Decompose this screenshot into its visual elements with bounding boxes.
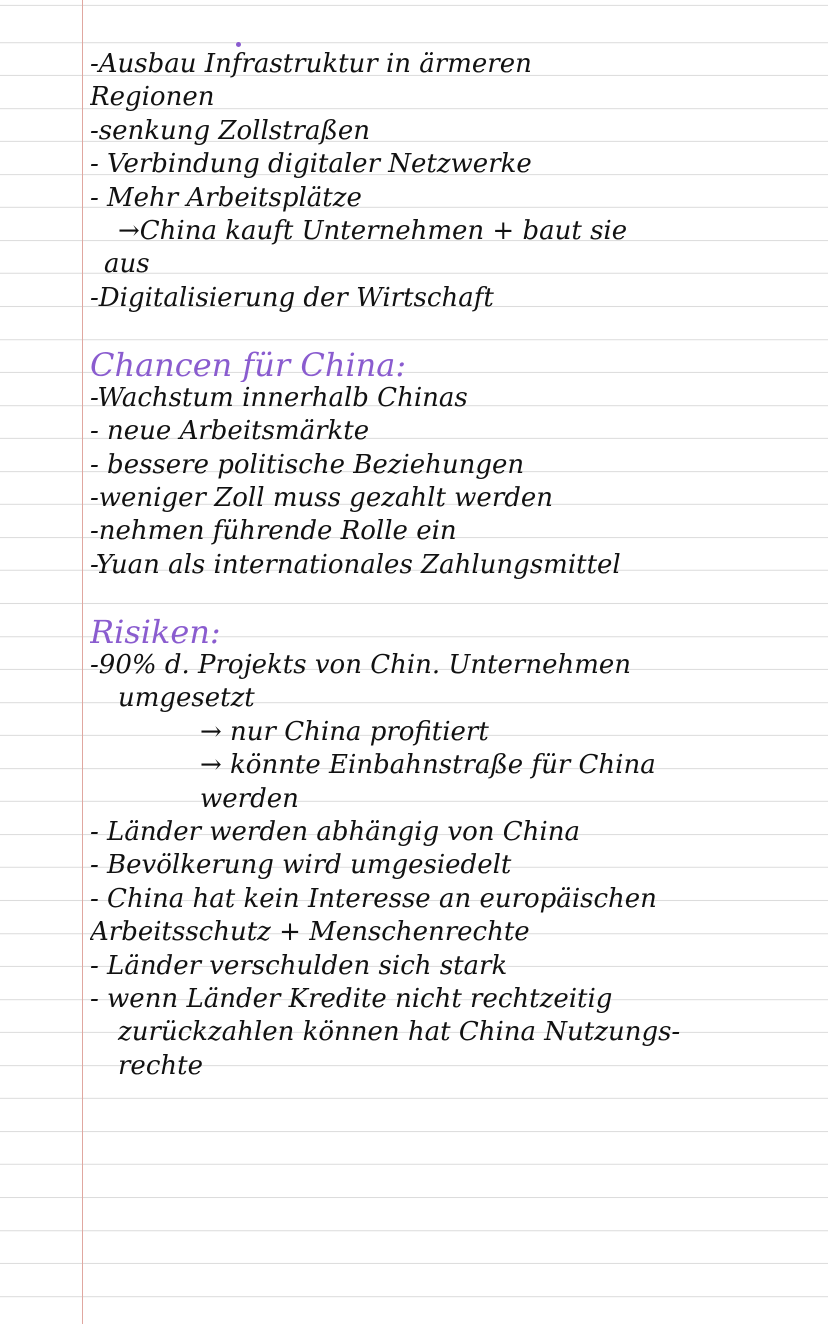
- chance-item: -Wachstum innerhalb Chinas: [90, 382, 468, 413]
- margin-line: [82, 0, 83, 1324]
- chances-heading: Chancen für China:: [90, 348, 407, 382]
- notes-content: [90, 48, 810, 1083]
- risk-item: - Bevölkerung wird umgesiedelt: [90, 850, 512, 881]
- note-line: →China kauft Unternehmen + baut sie: [118, 215, 628, 246]
- risks-heading: Risiken:: [90, 615, 221, 650]
- note-line: Regionen: [90, 82, 215, 113]
- risk-item: rechte: [118, 1050, 203, 1081]
- note-line: - Mehr Arbeitsplätze: [90, 182, 362, 213]
- note-line: -senkung Zollstraßen: [90, 115, 370, 146]
- risk-item: - wenn Länder Kredite nicht rechtzeitig: [90, 983, 613, 1014]
- risk-item: - China hat kein Interesse an europäischen: [90, 883, 657, 914]
- chance-item: -Yuan als internationales Zahlungsmittel: [90, 549, 621, 580]
- note-line: -Ausbau Infrastruktur in ärmeren: [90, 49, 532, 79]
- note-line: -Digitalisierung der Wirtschaft: [90, 282, 494, 313]
- risk-item: - Länder werden abhängig von China: [90, 816, 580, 847]
- note-line: - Verbindung digitaler Netzwerke: [90, 149, 532, 180]
- risk-item: werden: [200, 783, 299, 814]
- chance-item: -weniger Zoll muss gezahlt werden: [90, 483, 554, 514]
- chance-item: - neue Arbeitsmärkte: [90, 416, 370, 447]
- risk-item: zurückzahlen können hat China Nutzungs-: [118, 1017, 681, 1048]
- chance-item: -nehmen führende Rolle ein: [90, 516, 457, 547]
- risk-item: -90% d. Projekts von Chin. Unternehmen: [90, 650, 632, 681]
- risk-item: → nur China profitiert: [200, 716, 489, 747]
- risk-item: Arbeitsschutz + Menschenrechte: [90, 917, 530, 948]
- note-line: aus: [104, 249, 150, 280]
- risk-item: - Länder verschulden sich stark: [90, 950, 508, 981]
- risk-item: umgesetzt: [118, 683, 255, 714]
- ink-dot: [236, 42, 241, 47]
- chance-item: - bessere politische Beziehungen: [90, 449, 525, 480]
- risk-item: → könnte Einbahnstraße für China: [200, 750, 656, 781]
